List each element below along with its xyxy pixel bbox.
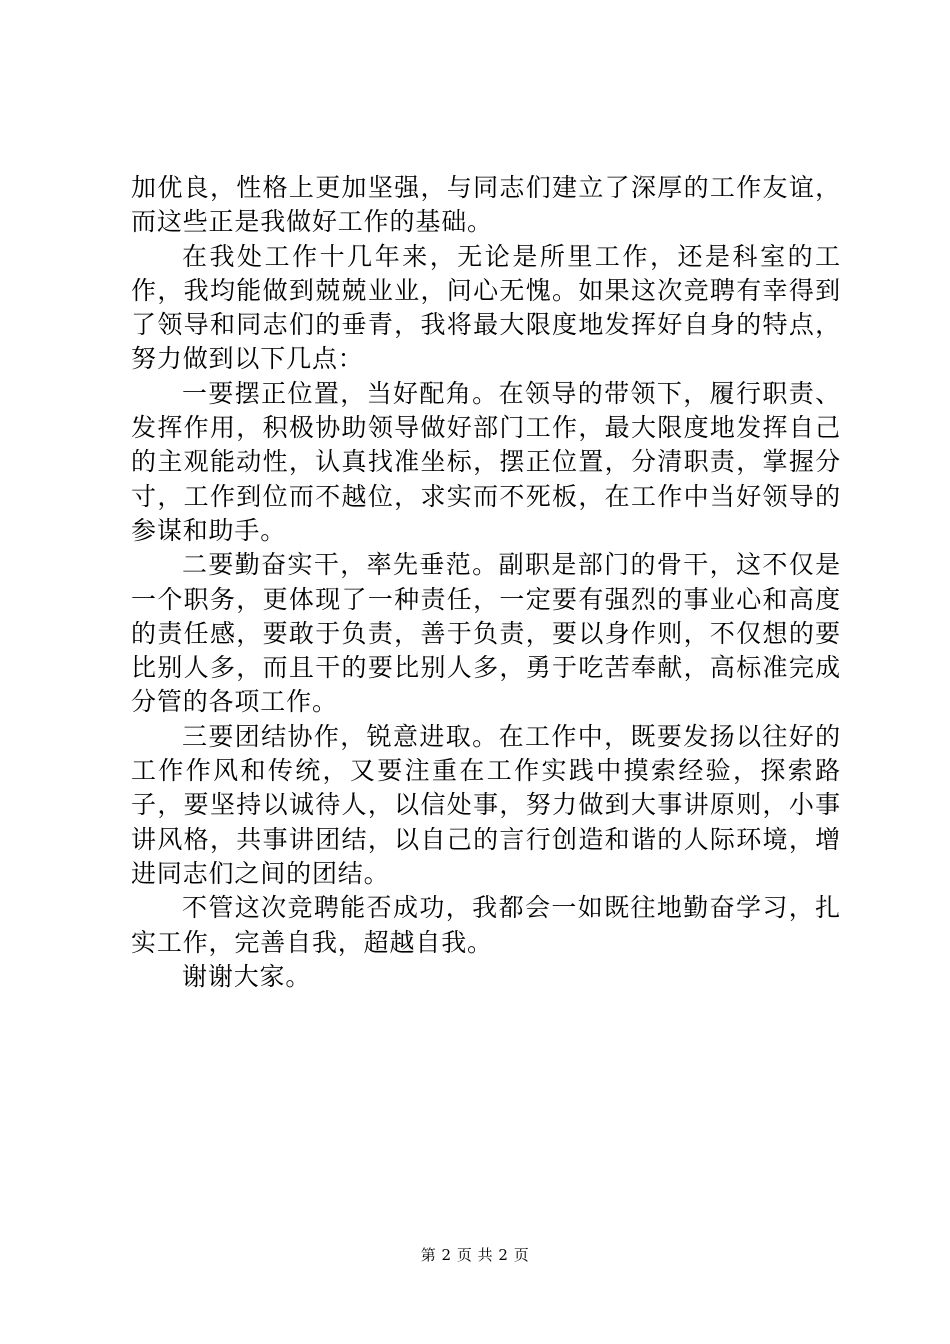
page-footer: 第 2 页 共 2 页 <box>420 1246 530 1264</box>
document-body <box>131 171 841 994</box>
paragraph-point-two: 二要勤奋实干，率先垂范。副职是部门的骨干，这不仅是一个职务，更体现了一种责任，一定要有强烈的事业心和高度的责任感，要敢于负责，善于负责，要以身作则，不仅想的要比别人多，而且干的要比别人多，勇于吃苦奉献，高标准完成分管的各项工作。 <box>131 550 841 717</box>
paragraph-thanks: 谢谢大家。 <box>182 961 312 991</box>
paragraph-work-experience: 在我处工作十几年来，无论是所里工作，还是科室的工作，我均能做到兢兢业业，问心无愧。如果这次竞聘有幸得到了领导和同志们的垂青，我将最大限度地发挥好自身的特点，努力做到以下几点： <box>131 241 841 374</box>
paragraph-point-three: 三要团结协作，锐意进取。在工作中，既要发扬以往好的工作作风和传统，又要注重在工作实践中摸索经验，探索路子，要坚持以诚待人，以信处事，努力做到大事讲原则，小事讲风格，共事讲团结，以自己的言行创造和谐的人际环境，增进同志们之间的团结。 <box>131 721 841 888</box>
paragraph-continuation: 加优良，性格上更加坚强，与同志们建立了深厚的工作友谊，而这些正是我做好工作的基础。 <box>131 173 841 237</box>
paragraph-point-one: 一要摆正位置，当好配角。在领导的带领下，履行职责、发挥作用，积极协助领导做好部门工作，最大限度地发挥自己的主观能动性，认真找准坐标，摆正位置，分清职责，掌握分寸，工作到位而不越位，求实而不死板，在工作中当好领导的参谋和助手。 <box>131 378 841 545</box>
paragraph-closing: 不管这次竞聘能否成功，我都会一如既往地勤奋学习，扎实工作，完善自我，超越自我。 <box>131 893 841 957</box>
